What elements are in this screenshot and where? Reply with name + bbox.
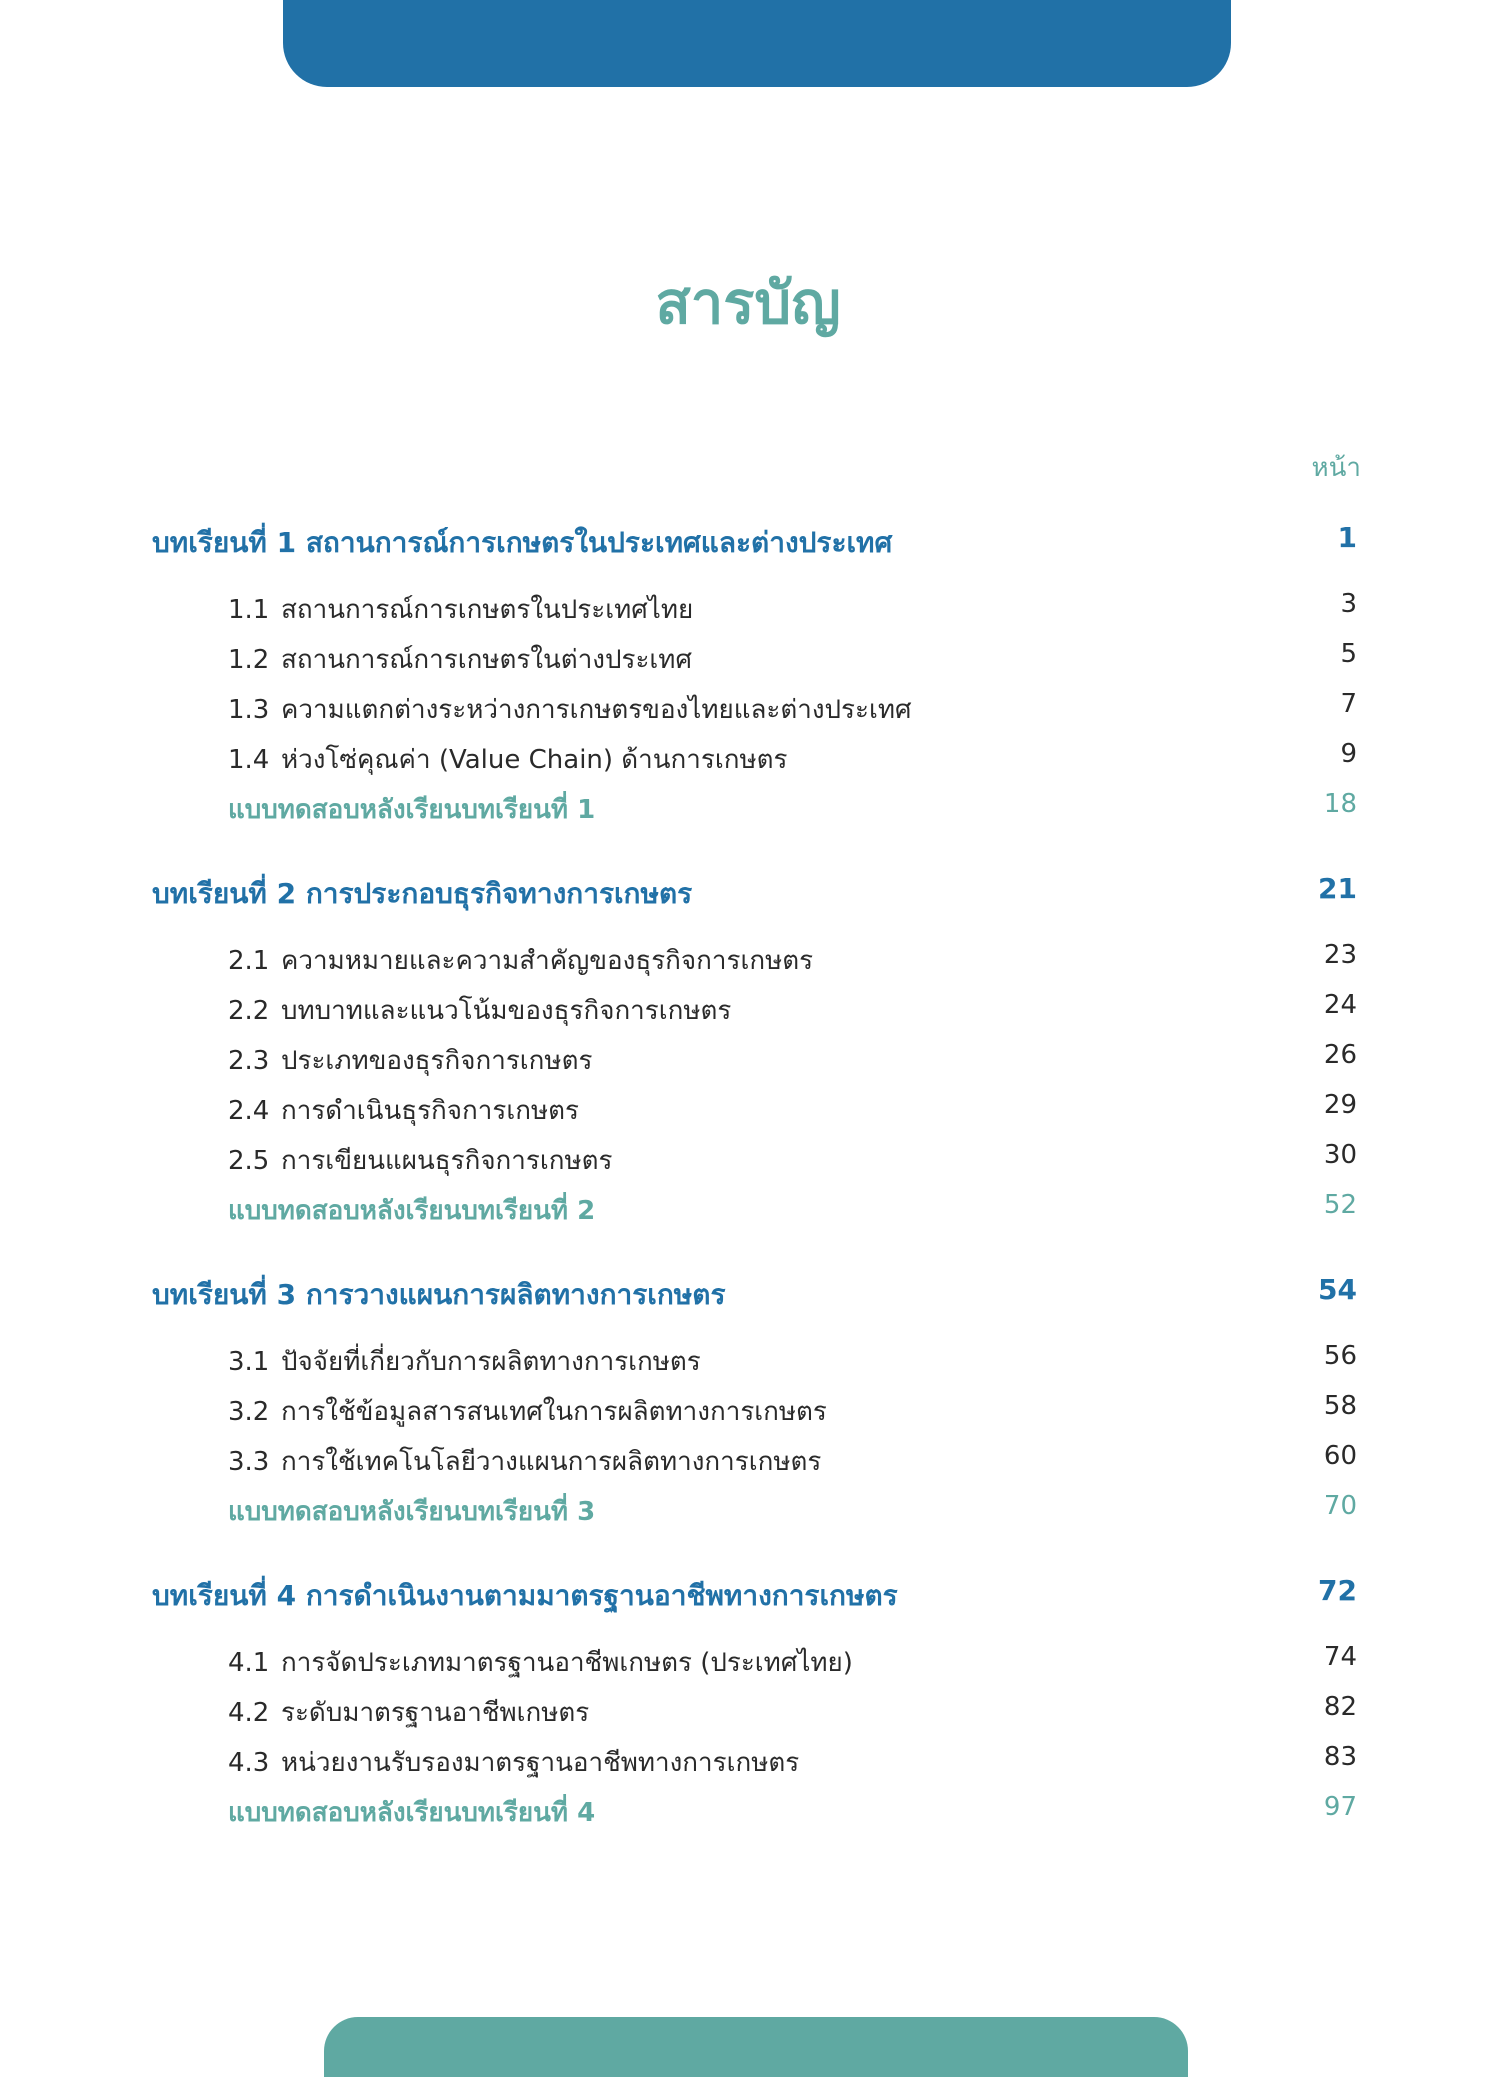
item-number: 1.2 — [228, 645, 270, 675]
page-number: 23 — [1323, 940, 1357, 970]
page-number: 82 — [1323, 1692, 1357, 1722]
toc-item[interactable] — [0, 1090, 1496, 1130]
toc-item[interactable] — [0, 1742, 1496, 1782]
item-number: 4.1 — [228, 1648, 270, 1678]
page-number: 60 — [1323, 1441, 1357, 1471]
chapter-title: บทเรียนที่ 2 การประกอบธุรกิจทางการเกษตร — [152, 877, 693, 910]
item-number: 2.3 — [228, 1046, 270, 1076]
item-number: 4.2 — [228, 1698, 270, 1728]
page-number: 18 — [1323, 789, 1357, 819]
item-title: ความหมายและความสำคัญของธุรกิจการเกษตร — [281, 946, 814, 976]
toc-quiz-1[interactable] — [0, 789, 1496, 829]
toc-item[interactable] — [0, 990, 1496, 1030]
item-title: ระดับมาตรฐานอาชีพเกษตร — [281, 1698, 590, 1728]
item-number: 4.3 — [228, 1748, 270, 1778]
item-title: ประเภทของธุรกิจการเกษตร — [281, 1046, 593, 1076]
item-title: ห่วงโซ่คุณค่า (Value Chain) ด้านการเกษตร — [281, 745, 788, 775]
quiz-title: แบบทดสอบหลังเรียนบทเรียนที่ 4 — [228, 1798, 596, 1828]
toc-chapter-4[interactable] — [0, 1574, 1496, 1614]
toc-item[interactable] — [0, 1391, 1496, 1431]
page-number: 52 — [1323, 1190, 1357, 1220]
toc-chapter-3[interactable] — [0, 1273, 1496, 1313]
item-number: 3.2 — [228, 1397, 270, 1427]
toc-item[interactable] — [0, 1642, 1496, 1682]
toc-chapter-1[interactable] — [0, 521, 1496, 561]
item-title: สถานการณ์การเกษตรในต่างประเทศ — [281, 645, 692, 675]
page-number: 24 — [1323, 990, 1357, 1020]
page-number: 54 — [1318, 1273, 1357, 1306]
page-number: 72 — [1318, 1574, 1357, 1607]
item-number: 3.3 — [228, 1447, 270, 1477]
page-number: 21 — [1318, 872, 1357, 905]
item-number: 2.5 — [228, 1146, 270, 1176]
page-number: 29 — [1323, 1090, 1357, 1120]
toc-item[interactable] — [0, 1040, 1496, 1080]
chapter-title: บทเรียนที่ 4 การดำเนินงานตามมาตรฐานอาชีพทางการเกษตร — [152, 1579, 898, 1612]
item-number: 2.4 — [228, 1096, 270, 1126]
item-title: บทบาทและแนวโน้มของธุรกิจการเกษตร — [281, 996, 732, 1026]
header-banner — [283, 0, 1231, 87]
item-title: การเขียนแผนธุรกิจการเกษตร — [281, 1146, 613, 1176]
quiz-title: แบบทดสอบหลังเรียนบทเรียนที่ 2 — [228, 1196, 596, 1226]
item-title: ปัจจัยที่เกี่ยวกับการผลิตทางการเกษตร — [281, 1347, 701, 1377]
page-number: 1 — [1337, 521, 1357, 554]
page-column-label: หน้า — [1311, 453, 1361, 483]
quiz-title: แบบทดสอบหลังเรียนบทเรียนที่ 3 — [228, 1497, 596, 1527]
item-number: 2.1 — [228, 946, 270, 976]
page-number: 58 — [1323, 1391, 1357, 1421]
page-number: 9 — [1340, 739, 1357, 769]
chapter-title: บทเรียนที่ 3 การวางแผนการผลิตทางการเกษตร — [152, 1278, 726, 1311]
page-number: 3 — [1340, 589, 1357, 619]
item-number: 1.1 — [228, 595, 270, 625]
page-number: 7 — [1340, 689, 1357, 719]
page-title: สารบัญ — [655, 269, 841, 337]
item-number: 3.1 — [228, 1347, 270, 1377]
item-number: 1.3 — [228, 695, 270, 725]
page-number: 30 — [1323, 1140, 1357, 1170]
toc-item[interactable] — [0, 1692, 1496, 1732]
page-number: 56 — [1323, 1341, 1357, 1371]
page-number: 97 — [1323, 1792, 1357, 1822]
page-number: 5 — [1340, 639, 1357, 669]
page-number: 70 — [1323, 1491, 1357, 1521]
toc-item[interactable] — [0, 940, 1496, 980]
page-number: 83 — [1323, 1742, 1357, 1772]
toc-item[interactable] — [0, 1441, 1496, 1481]
toc-quiz-3[interactable] — [0, 1491, 1496, 1531]
footer-banner — [324, 2017, 1188, 2077]
chapter-title: บทเรียนที่ 1 สถานการณ์การเกษตรในประเทศและต่างประเทศ — [152, 526, 893, 559]
toc-item[interactable] — [0, 739, 1496, 779]
toc-quiz-4[interactable] — [0, 1792, 1496, 1832]
toc-item[interactable] — [0, 589, 1496, 629]
item-title: การใช้ข้อมูลสารสนเทศในการผลิตทางการเกษตร — [281, 1397, 827, 1427]
quiz-title: แบบทดสอบหลังเรียนบทเรียนที่ 1 — [228, 795, 596, 825]
page-number: 26 — [1323, 1040, 1357, 1070]
item-number: 1.4 — [228, 745, 270, 775]
page-number: 74 — [1323, 1642, 1357, 1672]
item-title: หน่วยงานรับรองมาตรฐานอาชีพทางการเกษตร — [281, 1748, 800, 1778]
toc-item[interactable] — [0, 639, 1496, 679]
toc-quiz-2[interactable] — [0, 1190, 1496, 1230]
toc-item[interactable] — [0, 1341, 1496, 1381]
item-number: 2.2 — [228, 996, 270, 1026]
item-title: การดำเนินธุรกิจการเกษตร — [281, 1096, 579, 1126]
toc-chapter-2[interactable] — [0, 872, 1496, 912]
toc-item[interactable] — [0, 1140, 1496, 1180]
item-title: ความแตกต่างระหว่างการเกษตรของไทยและต่างประเทศ — [281, 695, 912, 725]
item-title: การจัดประเภทมาตรฐานอาชีพเกษตร (ประเทศไทย) — [281, 1648, 853, 1678]
item-title: การใช้เทคโนโลยีวางแผนการผลิตทางการเกษตร — [281, 1447, 822, 1477]
toc-item[interactable] — [0, 689, 1496, 729]
item-title: สถานการณ์การเกษตรในประเทศไทย — [281, 595, 694, 625]
